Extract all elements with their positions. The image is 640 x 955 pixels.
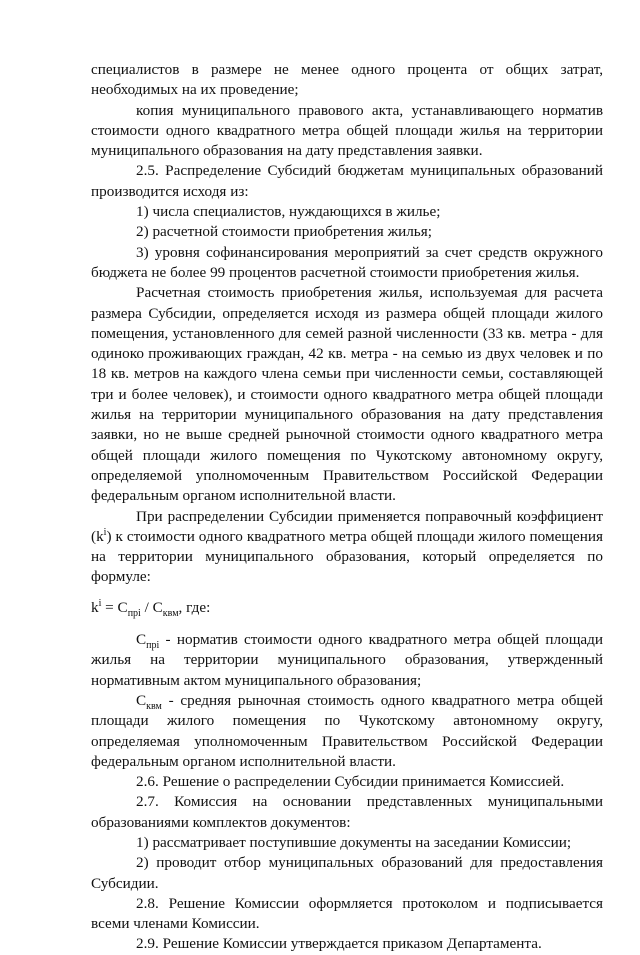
paragraph-municipal-act: копия муниципального правового акта, устанавливающего норматив стоимости одного квадратного метра общей площади жилья на территории муниципального образования на дату представления заявки. xyxy=(91,101,603,160)
coefficient-symbol: $k^i$ xyxy=(96,526,107,545)
list-item-1: 1) числа специалистов, нуждающихся в жилье; xyxy=(136,203,441,221)
paragraph-coefficient xyxy=(91,507,603,588)
list-item-review: 1) рассматривает поступившие документы на заседании Комиссии; xyxy=(136,833,572,851)
paragraph-2-8: 2.8. Решение Комиссии оформляется протоколом и подписывается всеми членами Комиссии. xyxy=(91,894,603,933)
coefficient-text-after: ) к стоимости одного квадратного метра общей площади жилого помещения на территории муниципального образования, который определяется по формуле: xyxy=(91,527,603,586)
list-item-selection: 2) проводит отбор муниципальных образований для предоставления Субсидии. xyxy=(91,854,603,892)
paragraph-continuation: специалистов в размере не менее одного процента от общих затрат, необходимых на их проведение; xyxy=(91,61,603,99)
paragraph-2-6: 2.6. Решение о распределении Субсидии принимается Комиссией. xyxy=(136,773,565,791)
formula: $k^i = С_{прi} / С_{квм}$, где: xyxy=(91,597,211,619)
definition-cpr: $С_{прi}$ - норматив стоимости одного квадратного метра общей площади жилья на территории муниципального образования, утвержденный нормативным актом муниципального образования; xyxy=(91,631,603,689)
definition-ckvm: $С_{квм}$ - средняя рыночная стоимость одного квадратного метра общей площади жилого помещения по Чукотскому автономному округу, определяемая уполномоченным Правительством Российской Федерации федеральным органом исполнительной власти. xyxy=(91,691,603,770)
paragraph-2-5: 2.5. Распределение Субсидий бюджетам муниципальных образований производится исходя из: xyxy=(91,162,603,200)
list-item-2: 2) расчетной стоимости приобретения жилья; xyxy=(136,223,432,241)
list-item-3: 3) уровня софинансирования мероприятий за счет средств окружного бюджета не более 99 процентов расчетной стоимости приобретения жилья. xyxy=(91,243,603,281)
paragraph-calculated-cost: Расчетная стоимость приобретения жилья, используемая для расчета размера Субсидии, определяется исходя из размера общей площади жилого помещения, установленного для семей разной численности (33 кв. метра - для одиноко проживающих граждан, 42 кв. метра - на семью из двух человек и по 18 кв. метров на каждого члена семьи при численности семьи, составляющей три и более человек), и стоимости одного квадратного метра общей площади жилья на территории муниципального образования на дату представления заявки, но не выше средней рыночной стоимости одного квадратного метра общей площади жилого помещения по Чукотскому автономному округу, определяемой уполномоченным Правительством Российской Федерации федеральным органом исполнительной власти. xyxy=(91,284,603,505)
paragraph-2-7: 2.7. Комиссия на основании представленных муниципальными образованиями комплектов документов: xyxy=(91,793,603,831)
document-page xyxy=(91,60,603,955)
coefficient-text-before: При распределении Субсидии применяется поправочный коэффициент ( xyxy=(91,507,603,545)
paragraph-2-9: 2.9. Решение Комиссии утверждается приказом Департамента. xyxy=(136,935,542,953)
